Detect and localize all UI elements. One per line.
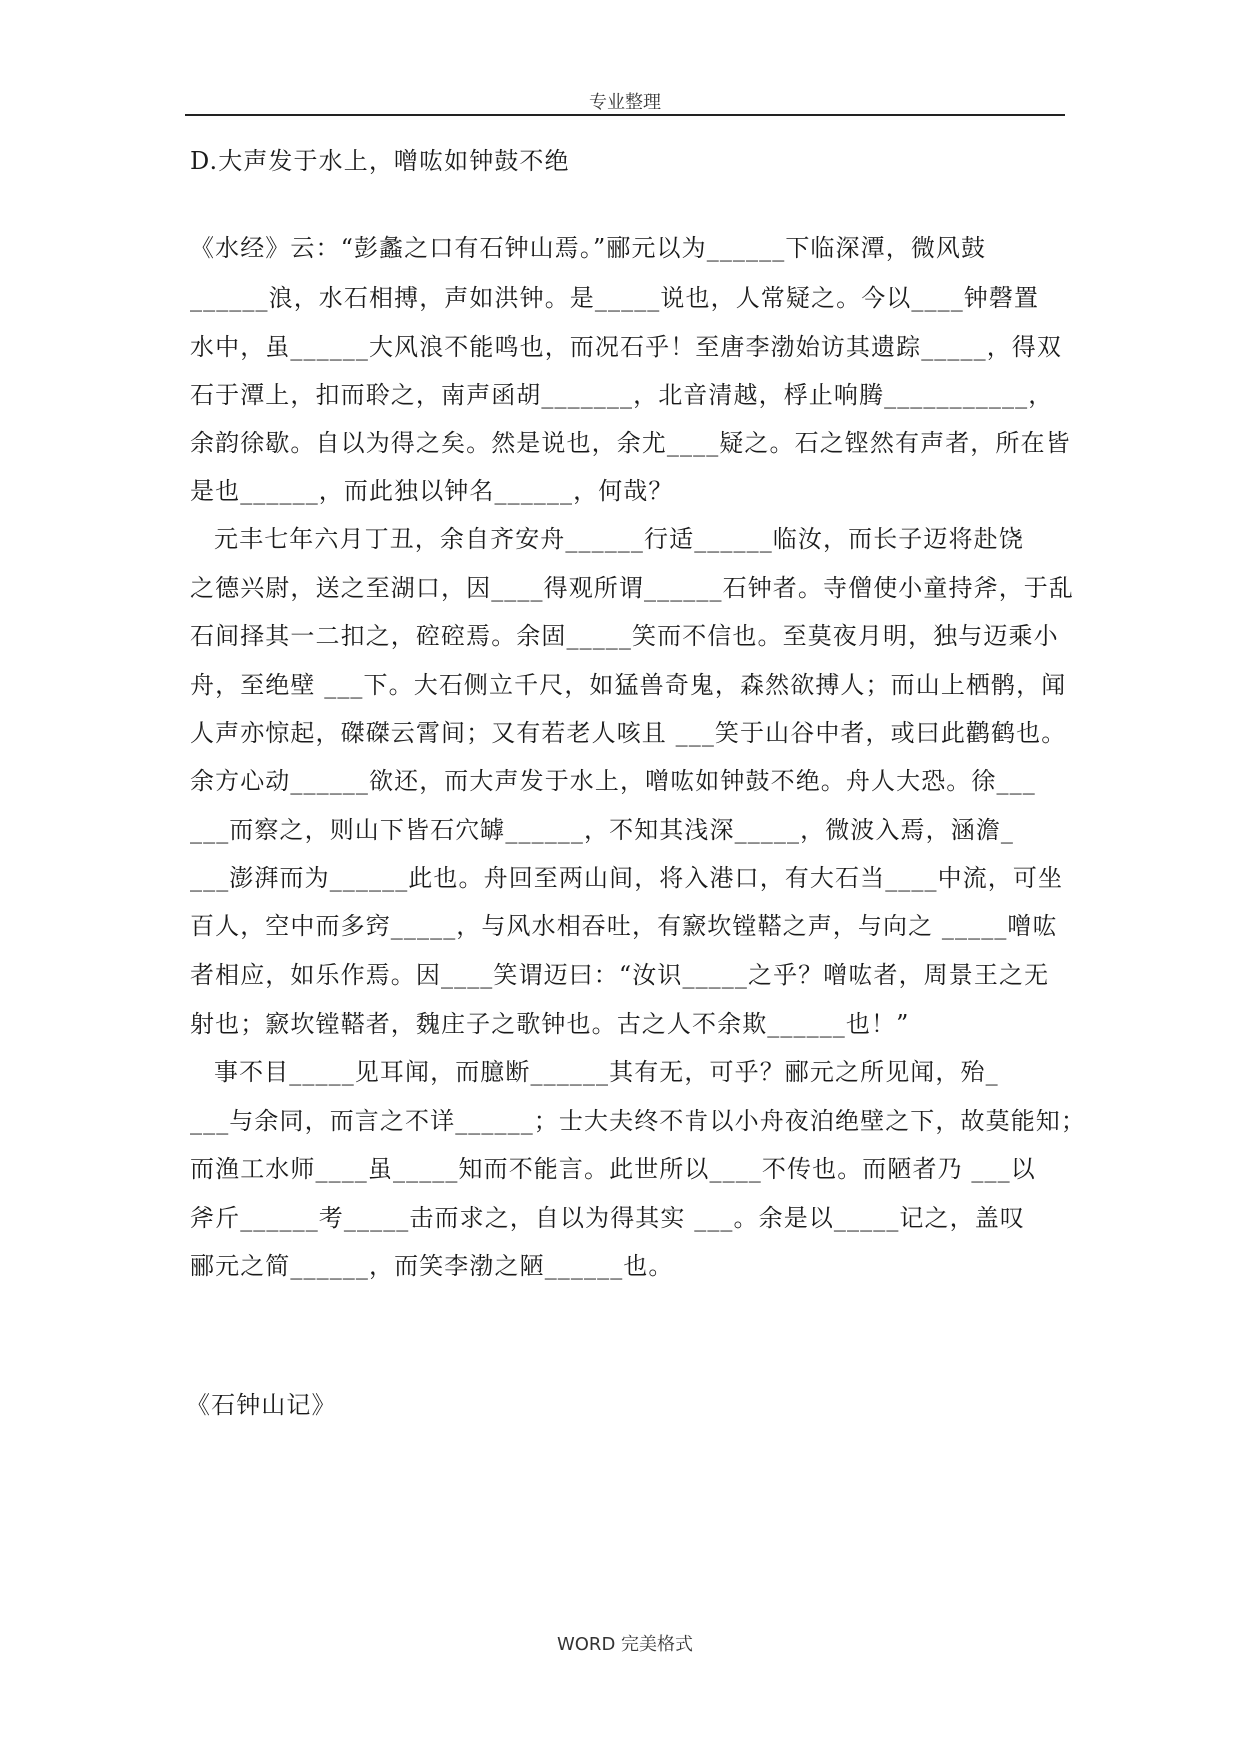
page-footer: WORD 完美格式: [556, 1634, 694, 1655]
source-title: 《石钟山记》: [186, 1391, 337, 1419]
header-rule: [185, 114, 1065, 116]
paragraph-2-line-9: 百人，空中而多窍_____，与风水相吞吐，有窾坎镗鞳之声，与向之 _____噌吰: [190, 912, 1058, 940]
paragraph-2-line-6: 余方心动______欲还，而大声发于水上，噌吰如钟鼓不绝。舟人大恐。徐___: [190, 767, 1036, 795]
paragraph-3-line-5: 郦元之简______，而笑李渤之陋______也。: [190, 1252, 674, 1280]
paragraph-2-line-8: ___澎湃而为______此也。舟回至两山间，将入港口，有大石当____中流，可坐: [190, 864, 1064, 892]
paragraph-2-line-7: ___而察之，则山下皆石穴罅______，不知其浅深_____，微波入焉，涵澹_: [190, 816, 1014, 844]
paragraph-3-line-1: 事不目_____见耳闻，而臆断______其有无，可乎？郦元之所见闻，殆_: [214, 1058, 999, 1086]
paragraph-1-line-5: 余韵徐歇。自以为得之矣。然是说也，余尤____疑之。石之铿然有声者，所在皆: [190, 429, 1071, 457]
paragraph-3-line-2: ___与余同，而言之不详______；士大夫终不肯以小舟夜泊绝壁之下，故莫能知；: [190, 1107, 1086, 1135]
paragraph-1-line-1: 《水经》云：“彭蠡之口有石钟山焉。”郦元以为______下临深潭，微风鼓: [190, 234, 987, 262]
paragraph-2-line-2: 之德兴尉，送之至湖口，因____得观所谓______石钟者。寺僧使小童持斧，于乱: [190, 574, 1074, 602]
paragraph-1-line-2: ______浪，水石相搏，声如洪钟。是_____说也，人常疑之。今以____钟磬置: [190, 284, 1040, 312]
paragraph-1-line-6: 是也______，而此独以钟名______，何哉？: [190, 477, 674, 505]
paragraph-3-line-4: 斧斤______考_____击而求之，自以为得其实 ___。余是以_____记之，盖叹: [190, 1204, 1025, 1232]
paragraph-2-line-11: 射也；窾坎镗鞳者，魏庄子之歌钟也。古之人不余欺______也！”: [190, 1010, 910, 1038]
paragraph-2-line-4: 舟，至绝壁 ___下。大石侧立千尺，如猛兽奇鬼，森然欲搏人；而山上栖鹘，闻: [190, 671, 1067, 699]
option-d-line: D.大声发于水上，噌吰如钟鼓不绝: [190, 147, 570, 175]
paragraph-2-line-5: 人声亦惊起，磔磔云霄间；又有若老人咳且 ___笑于山谷中者，或曰此鹳鹤也。: [190, 719, 1067, 747]
paragraph-1-line-4: 石于潭上，扣而聆之，南声函胡_______，北音清越，桴止响腾___________，: [190, 381, 1054, 409]
paragraph-2-line-1: 元丰七年六月丁丑，余自齐安舟______行适______临汝，而长子迈将赴饶: [214, 525, 1024, 553]
paragraph-2-line-3: 石间择其一二扣之，硿硿焉。余固_____笑而不信也。至莫夜月明，独与迈乘小: [190, 622, 1059, 650]
paragraph-3-line-3: 而渔工水师____虽_____知而不能言。此世所以____不传也。而陋者乃 ___以: [190, 1155, 1036, 1183]
paragraph-1-line-3: 水中，虽______大风浪不能鸣也，而况石乎！至唐李渤始访其遗踪_____，得双: [190, 333, 1062, 361]
page-header: 专业整理: [589, 92, 661, 113]
paragraph-2-line-10: 者相应，如乐作焉。因____笑谓迈曰：“汝识_____之乎？噌吰者，周景王之无: [190, 961, 1050, 989]
